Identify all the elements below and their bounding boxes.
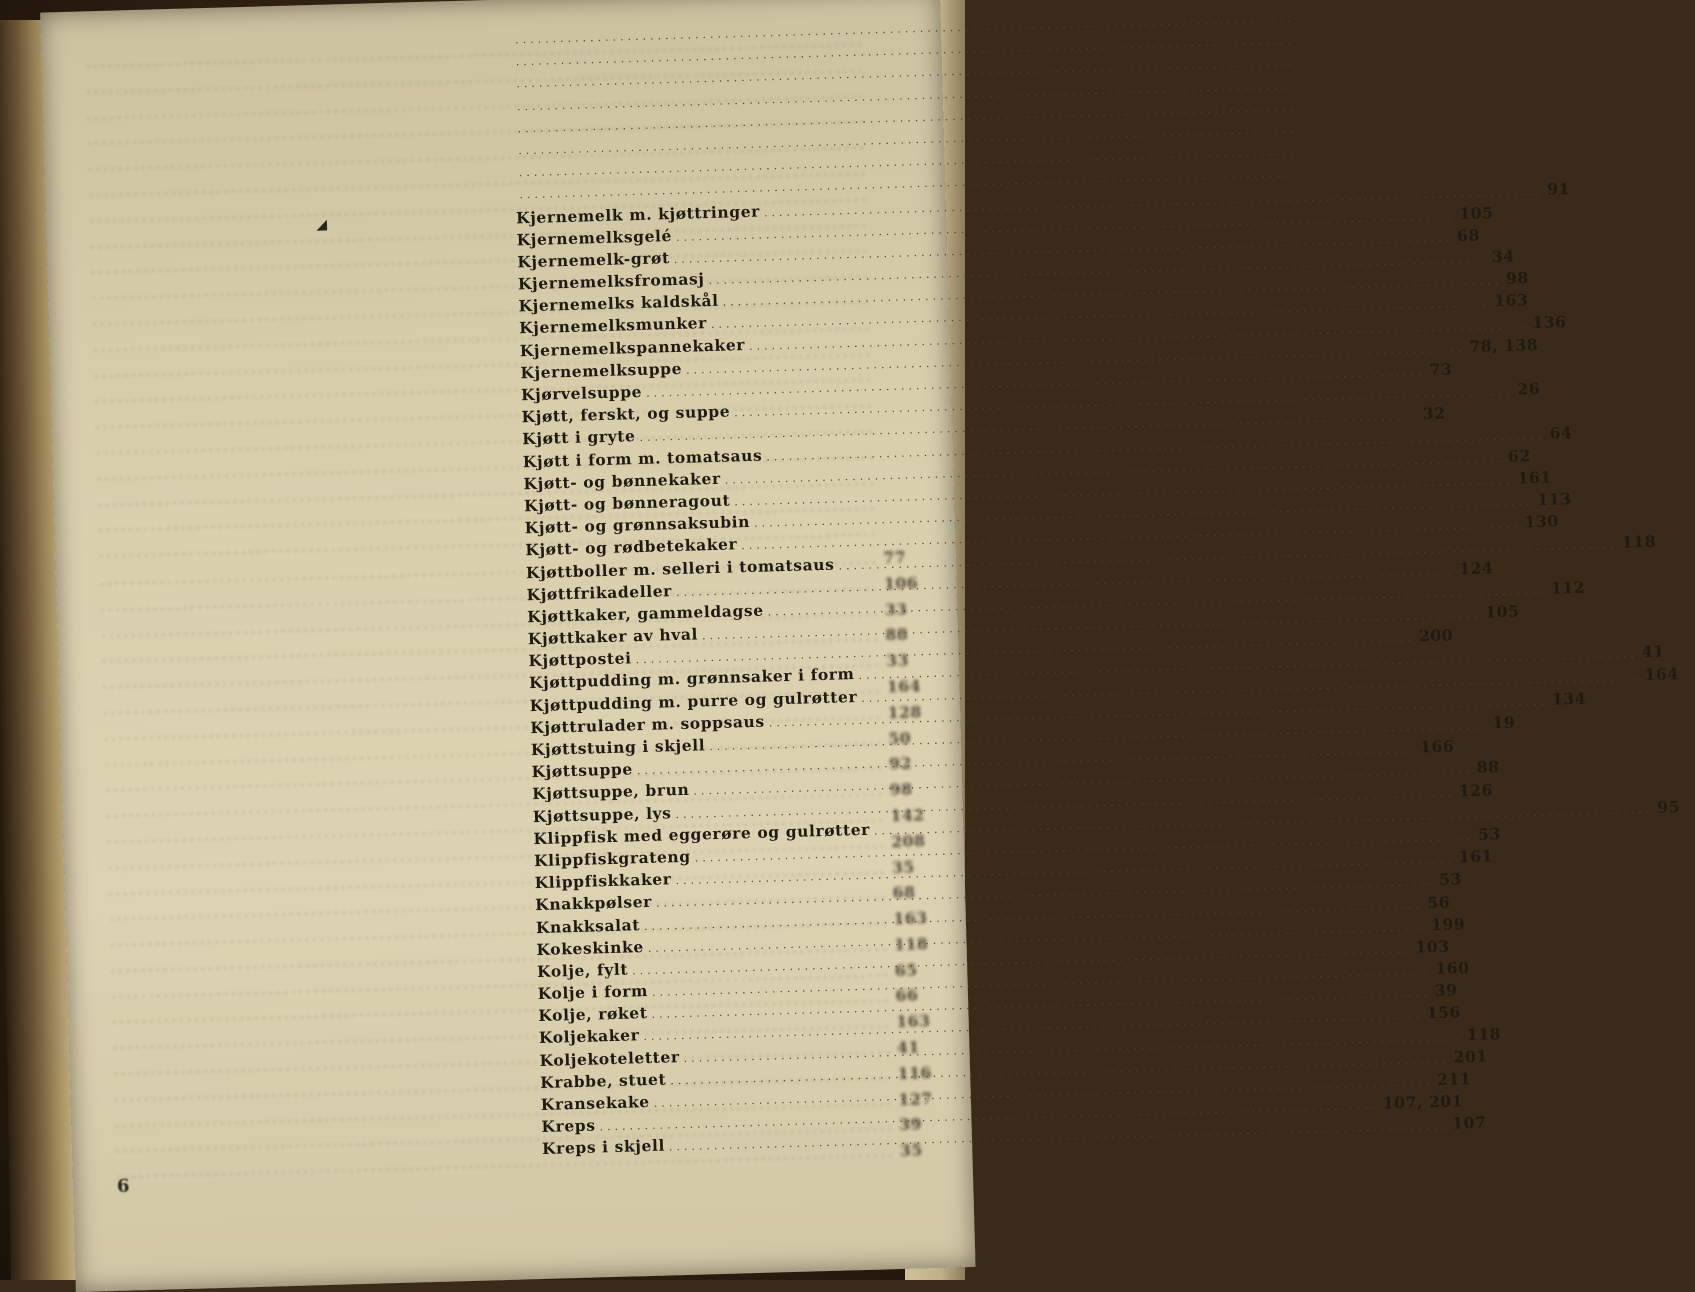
entry-name: Kransekake [540, 1091, 651, 1115]
entry-page: 201 [1453, 1046, 1488, 1067]
entry-page: 26 [1517, 379, 1541, 399]
entry-name: Kjernemelk m. kjøttringer [515, 201, 761, 227]
entry-name: Kjernemelksfromasj [517, 269, 705, 294]
entry-page: 164 [886, 676, 922, 697]
entry-page: 91 [1546, 178, 1571, 199]
entry-page: 88 [1476, 757, 1500, 778]
entry-page: 32 [1422, 403, 1446, 424]
entry-name: Kjøttkaker, gammeldagse [526, 600, 764, 627]
entry-page: 134 [1551, 688, 1587, 709]
entry-page: 33 [885, 650, 910, 671]
entry-name: Kjøtt- og bønnekaker [523, 468, 721, 493]
entry-page: 78, 138 [1469, 334, 1539, 356]
entry-page: 118 [893, 934, 929, 954]
entry-name: Klippfiskgrateng [533, 846, 691, 871]
entry-page: 41 [896, 1037, 921, 1058]
entry-page: 98 [1505, 268, 1530, 288]
entry-page: 77 [883, 547, 907, 568]
entry-page: 33 [884, 599, 908, 619]
entry-page: 19 [1492, 712, 1516, 733]
entry-page: 53 [1477, 824, 1502, 844]
entry-page: 208 [891, 830, 926, 851]
entry-page: 160 [1435, 958, 1470, 979]
entry-page: 156 [1426, 1002, 1462, 1023]
entry-name: Kjørvelsuppe [520, 381, 643, 405]
entry-name: Kjøttrulader m. soppsaus [530, 711, 765, 737]
entry-name: Kjernemelksgelé [516, 225, 673, 250]
entry-name: Klippfiskkaker [534, 869, 672, 893]
entry-name: Kjøtt- og bønneragout [523, 490, 731, 516]
entry-name: Kreps i skjell [541, 1135, 666, 1159]
entry-name: Kjøttsuppe, lys [532, 802, 672, 826]
entry-page: 92 [888, 753, 913, 774]
index-page [40, 0, 1681, 1292]
pen-mark: ◢ [315, 216, 328, 233]
entry-page: 161 [1458, 846, 1494, 867]
entry-page: 88 [885, 624, 909, 645]
entry-page: 118 [1466, 1023, 1502, 1044]
entry-page: 107 [1451, 1112, 1487, 1133]
entry-page: 164 [1644, 663, 1679, 684]
entry-page: 66 [895, 985, 919, 1006]
entry-name: Kreps [541, 1115, 596, 1137]
entry-page: 127 [898, 1088, 933, 1109]
entry-page: 34 [1491, 246, 1515, 267]
entry-page: 103 [1415, 936, 1450, 957]
entry-page: 35 [899, 1140, 923, 1161]
entry-page: 163 [896, 1011, 931, 1032]
entry-page: 199 [1430, 913, 1466, 934]
entry-name: Kjøttstuing i skjell [530, 735, 706, 760]
entry-page: 39 [898, 1114, 923, 1135]
entry-name: Kolje, røket [538, 1003, 648, 1026]
entry-page: 39 [1434, 980, 1458, 1001]
entry-page: 64 [1549, 422, 1573, 443]
entry-name: Koljekaker [538, 1025, 640, 1048]
entry-name: Kjøttsuppe [531, 759, 634, 782]
entry-name: Krabbe, stuet [539, 1069, 667, 1092]
entry-name: Kjøttpudding m. purre og gulrøtter [529, 686, 858, 715]
entry-page: 41 [1641, 641, 1665, 662]
entry-page: 106 [883, 573, 919, 593]
entry-name: Kjøttfrikadeller [526, 580, 673, 604]
entry-page: 73 [1429, 359, 1453, 379]
entry-name: Kjernemelk-grøt [517, 247, 670, 272]
entry-page: 130 [1524, 511, 1559, 532]
entry-name: Koljekoteletter [539, 1046, 680, 1070]
entry-page: 56 [1427, 892, 1451, 912]
entry-name: Kjernemelksuppe [520, 358, 683, 383]
entry-page: 107, 201 [1382, 1091, 1464, 1113]
entry-name: Kjøtt, ferskt, og suppe [521, 401, 731, 427]
entry-page: 35 [891, 856, 916, 877]
entry-page: 105 [1485, 601, 1520, 622]
entry-page: 112 [1550, 577, 1586, 598]
entry-name: Kjøtt- og grønnsaksubin [524, 512, 751, 538]
entry-page: 118 [1621, 531, 1657, 552]
entry-page: 105 [1459, 202, 1494, 223]
entry-name: Kjernemelks kaldskål [518, 290, 719, 316]
entry-name: Kokeskinke [536, 936, 645, 959]
entry-page: 211 [1436, 1069, 1472, 1089]
entry-page: 50 [888, 728, 912, 748]
entry-page: 161 [1517, 467, 1552, 488]
page-number: 6 [116, 1175, 130, 1197]
entry-page: 62 [1507, 445, 1532, 466]
entry-page: 116 [897, 1062, 933, 1083]
entry-page: 68 [1456, 225, 1481, 245]
entry-page: 113 [1537, 489, 1572, 510]
entry-page: 142 [890, 805, 925, 826]
entry-name: Kjøttboller m. selleri i tomatsaus [525, 554, 835, 582]
entry-name: Kjernemelkspannekaker [519, 334, 746, 360]
entry-name: Knakksalat [535, 914, 641, 937]
entry-name: Kjøttpostei [528, 648, 632, 671]
entry-page: 95 [1656, 796, 1681, 817]
entry-name: Kjernemelksmunker [518, 313, 708, 338]
entry-page: 166 [1419, 736, 1455, 757]
entry-name: Kjøttsuppe, brun [531, 780, 690, 804]
entry-page: 163 [1493, 290, 1529, 311]
entry-page: 126 [1458, 779, 1494, 800]
entry-name: Kolje i form [537, 981, 649, 1004]
entry-name: Kjøtt i form m. tomatsaus [522, 445, 763, 471]
entry-name: Kjøtt- og rødbetekaker [525, 534, 738, 560]
entry-name: Kolje, fylt [536, 959, 629, 981]
entry-name: Klippfisk med eggerøre og gulrøtter [533, 819, 871, 848]
entry-page: 136 [1532, 311, 1567, 332]
entry-page: 65 [894, 960, 918, 980]
entry-page: 98 [889, 779, 913, 800]
entry-page: 200 [1418, 625, 1454, 646]
entry-page: 124 [1458, 557, 1494, 578]
entry-name: Kjøttkaker av hval [527, 624, 699, 649]
entry-page: 163 [893, 908, 928, 929]
entry-page: 68 [892, 882, 916, 903]
entry-name: Kjøttpudding m. grønnsaker i form [528, 664, 855, 693]
entry-page: 128 [887, 701, 923, 722]
entry-page: 53 [1439, 869, 1463, 890]
entry-name: Kjøtt i gryte [522, 426, 636, 449]
entry-name: Knakkpølser [535, 892, 653, 915]
index-right-column [511, 17, 1681, 1160]
